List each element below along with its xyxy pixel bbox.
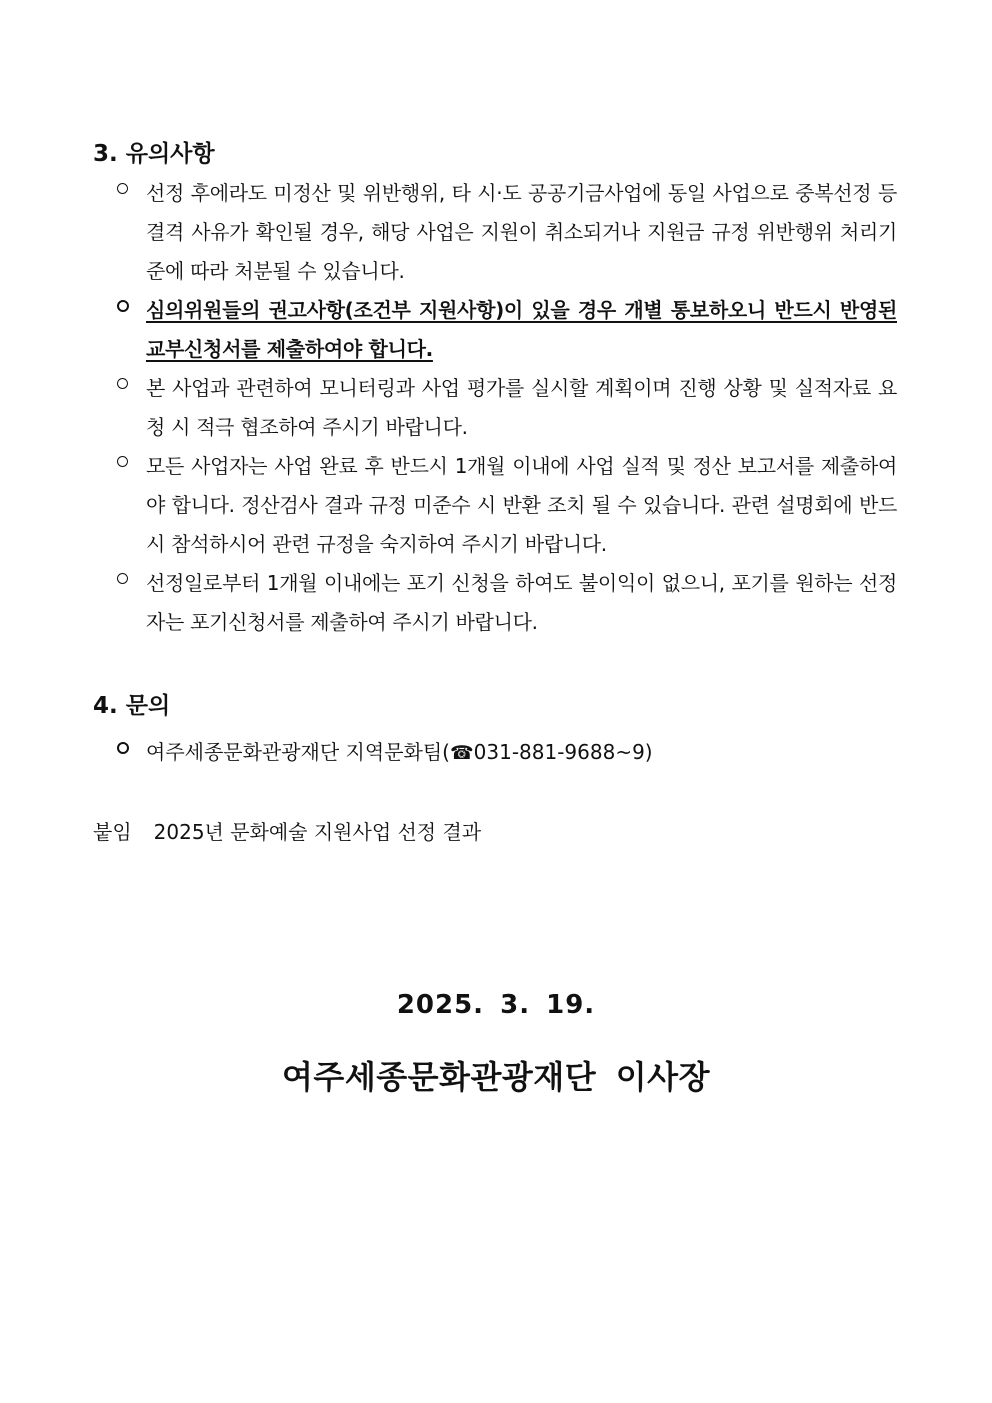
notice-item-5 — [117, 564, 897, 642]
section-4-heading: 4. 문의 — [93, 693, 171, 719]
contact-info — [117, 733, 877, 773]
attachment-label: 붙임 — [93, 820, 132, 844]
section-3-heading: 3. 유의사항 — [93, 141, 215, 167]
notice-item-2 — [117, 291, 897, 369]
signatory: 여주세종문화관광재단 이사장 — [282, 1058, 710, 1096]
notice-item-1 — [117, 174, 897, 291]
bullet-circle-icon — [117, 183, 128, 194]
bullet-circle-icon — [117, 300, 129, 312]
contact-phone: 031-881-9688~9) — [473, 740, 653, 764]
notice-item-text: 모든 사업자는 사업 완료 후 반드시 1개월 이내에 사업 실적 및 정산 보고서를 제출하여야 합니다. 정산검사 결과 규정 미준수 시 반환 조치 될 수 있습니다. 관련 설명회에 반드시 참석하시어 관련 규정을 숙지하여 주시기 바랍니다. — [146, 454, 897, 556]
telephone-icon: ☎ — [449, 742, 474, 764]
notice-item-text: 본 사업과 관련하여 모니터링과 사업 평가를 실시할 계획이며 진행 상황 및 실적자료 요청 시 적극 협조하여 주시기 바랍니다. — [146, 376, 897, 439]
bullet-circle-icon — [117, 742, 129, 754]
attachment-text: 2025년 문화예술 지원사업 선정 결과 — [153, 820, 482, 844]
contact-org: 여주세종문화관광재단 지역문화팀( — [146, 740, 450, 764]
attachment-line — [93, 815, 481, 849]
notice-item-3 — [117, 369, 897, 447]
bullet-circle-icon — [117, 456, 128, 467]
bullet-circle-icon — [117, 378, 128, 389]
notice-item-4 — [117, 447, 897, 564]
issue-date: 2025. 3. 19. — [396, 990, 596, 1020]
notice-item-text: 선정 후에라도 미정산 및 위반행위, 타 시·도 공공기금사업에 동일 사업으로 중복선정 등 결격 사유가 확인될 경우, 해당 사업은 지원이 취소되거나 지원금 규정 위반행위 처리기준에 따라 처분될 수 있습니다. — [146, 181, 897, 283]
contact-text — [146, 733, 877, 773]
bullet-circle-icon — [117, 573, 128, 584]
notice-item-text-emphasized: 심의위원들의 권고사항(조건부 지원사항)이 있을 경우 개별 통보하오니 반드시 반영된 교부신청서를 제출하여야 합니다. — [146, 298, 897, 361]
notice-item-text: 선정일로부터 1개월 이내에는 포기 신청을 하여도 불이익이 없으니, 포기를 원하는 선정자는 포기신청서를 제출하여 주시기 바랍니다. — [146, 571, 897, 634]
